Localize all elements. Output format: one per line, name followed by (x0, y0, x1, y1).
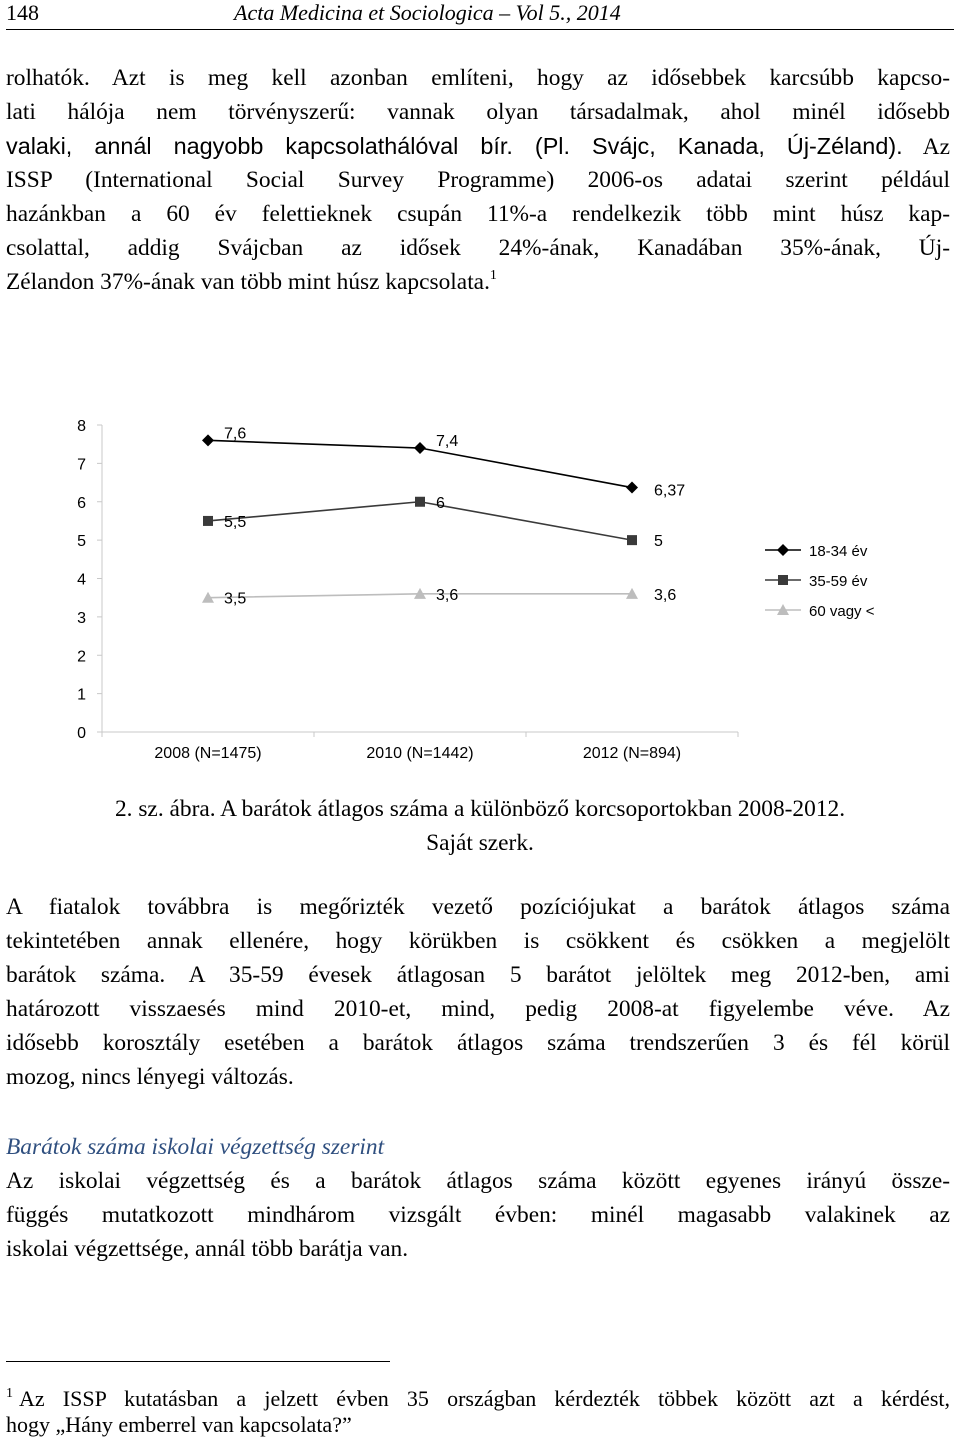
text-line: rolhatók. Azt is meg kell azonban említeni, hogy az idősebbek karcsúbb kapcso- (6, 65, 950, 91)
text-line: lati hálója nem törvényszerű: vannak olyan társadalmak, ahol minél idősebb (6, 99, 950, 125)
legend-label: 18-34 év (809, 543, 868, 560)
data-point-diamond (202, 434, 214, 446)
text-line: iskolai végzettsége, annál több barátja van. (6, 1236, 409, 1262)
footnote-rule (6, 1361, 390, 1362)
data-label: 6 (436, 494, 445, 512)
data-point-diamond (414, 442, 426, 454)
legend-label: 60 vagy < (809, 603, 875, 620)
paragraph-education (6, 1164, 950, 1266)
data-point-square (778, 575, 788, 585)
text-line-part: Zélandon 37%-ának van több mint húsz kapcsolata. (6, 269, 490, 295)
text-line-part: Az (922, 134, 950, 160)
text-line: hazánkban a 60 év felettieknek csupán 11%-a rendelkezik több mint húsz kap- (6, 201, 950, 227)
y-tick-label: 5 (77, 533, 86, 551)
data-label: 3,6 (654, 586, 677, 604)
text-line: csolattal, addig Svájcban az idősek 24%-ának, Kanadában 35%-ának, Új- (6, 235, 950, 261)
text-line: határozott visszaesés mind 2010-et, mind, pedig 2008-at figyelembe véve. Az (6, 996, 950, 1022)
data-label: 3,6 (436, 586, 459, 604)
series-line (208, 502, 632, 540)
page-number: 148 (6, 0, 39, 25)
data-point-square (627, 535, 637, 545)
y-tick-label: 0 (77, 725, 86, 742)
text-line-part: valaki, annál nagyobb kapcsolathálóval bír. (Pl. Svájc, Kanada, Új-Zéland). (6, 133, 903, 159)
section-subheading: Barátok száma iskolai végzettség szerint (6, 1134, 385, 1160)
y-tick-label: 4 (77, 571, 86, 589)
running-head (6, 0, 954, 30)
data-label: 3,5 (224, 590, 247, 608)
data-label: 7,4 (436, 433, 459, 451)
y-tick-label: 3 (77, 609, 86, 627)
text-line: tekintetében annak ellenére, hogy körükben is csökkent és csökken a megjelölt (6, 928, 950, 954)
y-tick-label: 7 (77, 456, 86, 474)
text-line: ISSP (International Social Survey Programme) 2006-os adatai szerint például (6, 167, 950, 193)
y-tick-label: 1 (77, 686, 86, 704)
text-line: idősebb korosztály esetében a barátok átlagos száma trendszerűen 3 és fél körül (6, 1030, 950, 1056)
y-tick-label: 8 (77, 418, 86, 435)
text-line (6, 265, 950, 299)
paragraph-discussion (6, 890, 950, 1094)
footnote-text: Az ISSP kutatásban a jelzett évben 35 országban kérdezték többek között azt a kérdést, (19, 1386, 950, 1411)
text-line: barátok száma. A 35-59 évesek átlagosan 5 barátot jelöltek meg 2012-ben, ami (6, 962, 950, 988)
text-line: A fiatalok továbbra is megőrizték vezető pozíciójukat a barátok átlagos száma (6, 894, 950, 920)
data-label: 7,6 (224, 425, 247, 443)
footnote-line: hogy „Hány emberrel van kapcsolata?” (6, 1412, 352, 1437)
data-point-square (415, 497, 425, 507)
y-tick-label: 2 (77, 648, 86, 666)
text-line: függés mutatkozott mindhárom vizsgált évben: minél magasabb valakinek az (6, 1202, 950, 1228)
footnote (6, 1378, 950, 1440)
x-tick-label: 2012 (N=894) (582, 745, 682, 762)
data-point-diamond (626, 482, 638, 494)
footnote-ref: 1 (489, 268, 497, 283)
footnote-mark: 1 (6, 1386, 13, 1401)
y-tick-label: 6 (77, 494, 86, 512)
x-tick-label: 2008 (N=1475) (154, 745, 262, 762)
figure-caption-source: Saját szerk. (426, 830, 534, 856)
legend-label: 35-59 év (809, 573, 868, 590)
data-point-diamond (777, 544, 789, 556)
header-rule (6, 29, 954, 30)
x-tick-label: 2010 (N=1442) (366, 745, 474, 762)
text-line (6, 129, 950, 163)
footnote-line (6, 1378, 950, 1409)
figure-caption: 2. sz. ábra. A barátok átlagos száma a különböző korcsoportokban 2008-2012. (114, 796, 846, 822)
data-label: 6,37 (654, 482, 686, 500)
text-line: Az iskolai végzettség és a barátok átlagos száma között egyenes irányú össze- (6, 1168, 950, 1194)
journal-title: Acta Medicina et Sociologica – Vol 5., 2014 (234, 0, 621, 25)
line-chart (60, 410, 940, 770)
data-label: 5 (654, 533, 663, 551)
paragraph-intro (6, 61, 950, 299)
data-point-square (203, 516, 213, 526)
data-label: 5,5 (224, 513, 247, 531)
text-line: mozog, nincs lényegi változás. (6, 1064, 294, 1090)
